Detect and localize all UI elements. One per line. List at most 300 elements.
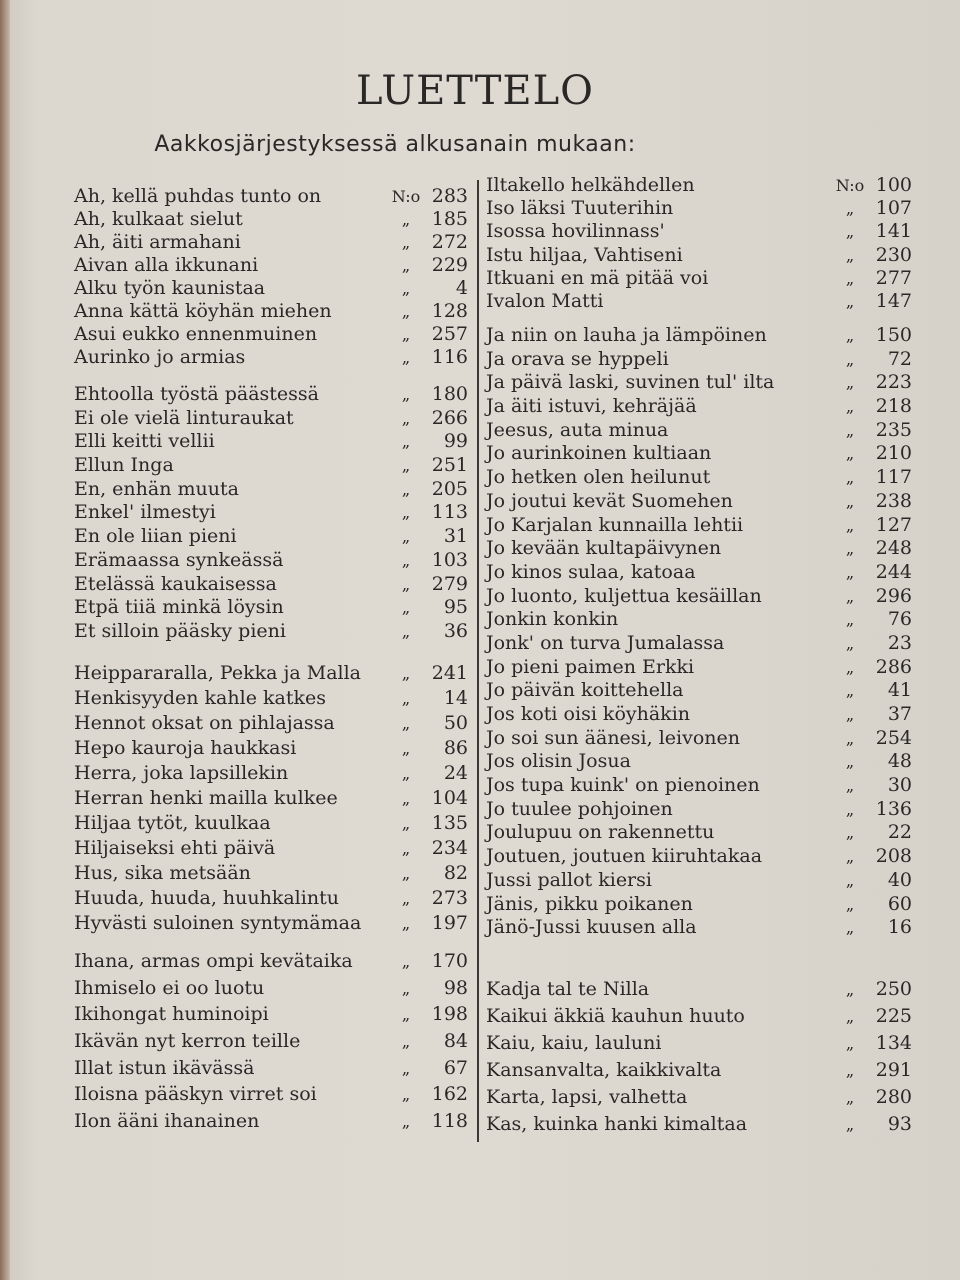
index-entry [74,501,468,525]
entry-title: Itkuani en mä pitää voi [486,266,709,289]
number-abbrev: „ [845,918,855,938]
song-number: 296 [875,584,912,607]
index-entry [74,837,468,862]
entry-title: Kadja tal te Nilla [486,978,650,1000]
song-number: 135 [431,812,468,834]
number-abbrev: „ [845,245,855,265]
entry-title: Jo hetken olen heilunut [486,466,711,489]
song-number: 104 [431,787,468,809]
song-number: 170 [431,950,468,972]
number-abbrev: „ [845,823,855,843]
number-abbrev: „ [845,539,855,559]
index-entry [74,525,468,549]
song-number: 60 [887,892,912,915]
song-number: 41 [887,679,912,702]
index-entry [486,1059,912,1086]
number-abbrev: „ [401,839,411,858]
index-entry [486,220,912,243]
index-entry [74,478,468,502]
number-abbrev: „ [401,889,411,908]
index-entry [486,442,912,466]
index-entry [74,231,468,254]
song-number: 248 [875,537,912,560]
index-entry [74,862,468,887]
entry-title: Ja orava se hyppeli [486,347,669,370]
index-entry [486,585,912,609]
number-abbrev: „ [401,432,411,452]
entry-title: Aivan alla ikkunani [74,254,259,276]
song-number: 180 [431,383,468,405]
entry-title: Karta, lapsi, valhetta [486,1086,688,1108]
number-abbrev: „ [845,776,855,796]
number-abbrev: „ [401,385,411,404]
number-abbrev: „ [845,586,855,606]
number-abbrev: „ [401,914,411,933]
song-number: 286 [875,655,912,678]
entry-title: Joulupuu on rakennettu [486,821,715,844]
number-abbrev: „ [845,562,855,582]
number-abbrev: „ [401,978,411,998]
song-number: 30 [887,774,912,797]
entry-title: Jo pieni paimen Erkki [486,655,695,678]
index-entry [74,950,468,977]
number-abbrev: „ [401,714,411,733]
song-number: 210 [875,442,912,465]
entry-title: Ilon ääni ihanainen [74,1110,260,1133]
song-number: 229 [431,254,468,276]
number-abbrev: „ [401,664,411,683]
entry-title: Ja niin on lauha ja lämpöinen [486,324,767,346]
entry-title: Iloisna pääskyn virret soi [74,1083,317,1106]
index-entry [74,254,468,277]
song-number: 235 [875,418,912,441]
song-number: 150 [875,324,912,346]
number-abbrev: „ [845,1007,855,1026]
column-divider [477,180,479,1142]
index-entry [74,620,468,644]
index-entry [74,737,468,762]
entry-title: Enkel' ilmestyi [74,501,216,524]
number-abbrev: „ [401,952,411,971]
index-entry [74,812,468,837]
entry-title: Jeesus, auta minua [486,418,669,441]
index-entry [74,383,468,407]
song-number: 48 [887,750,912,773]
entry-title: Hennot oksat on pihlajassa [74,712,335,734]
entry-title: Jos olisin Josua [486,750,631,773]
song-number: 116 [431,346,468,368]
song-number: 16 [887,916,912,939]
entry-title: Jo päivän koittehella [486,679,684,702]
entry-title: Ah, äiti armahani [74,231,241,253]
entry-title: Ellun Inga [74,454,174,477]
song-number: 67 [443,1056,468,1079]
song-number: 40 [887,868,912,891]
song-number: 141 [875,220,912,243]
song-number: 234 [431,837,468,859]
song-number: 244 [875,560,912,583]
number-abbrev: „ [845,610,855,630]
entry-title: Jos koti oisi köyhäkin [486,703,691,725]
entry-title: Alku työn kaunistaa [74,277,266,299]
index-entry [486,893,912,917]
number-abbrev: „ [845,894,855,914]
number-abbrev: „ [845,373,855,393]
number-abbrev: „ [845,847,855,867]
song-number: 118 [431,1110,468,1133]
song-number: 225 [875,1005,912,1027]
number-abbrev: „ [401,479,411,499]
index-entry [74,1057,468,1084]
number-abbrev: „ [401,1032,411,1052]
number-abbrev: „ [401,256,411,275]
song-number: 277 [875,266,912,289]
entry-title: Jo Karjalan kunnailla lehtii [486,513,744,536]
song-number: 230 [875,243,912,266]
index-entry [486,750,912,774]
index-entry [74,1110,468,1137]
number-abbrev: „ [845,397,855,417]
index-entry [486,703,912,727]
entry-title: Ei ole vielä linturaukat [74,406,294,429]
song-number: 99 [443,430,468,453]
number-abbrev: „ [845,468,855,488]
entry-title: Iso läksi Tuuterihin [486,197,674,220]
entry-title: Ikihongat huminoipi [74,1003,269,1026]
song-number: 147 [875,289,912,312]
entry-title: Ah, kulkaat sielut [74,208,243,230]
entry-title: Jänis, pikku poikanen [486,892,693,915]
index-entry [74,430,468,454]
page-subtitle: Aakkosjärjestyksessä alkusanain mukaan: [154,132,636,157]
index-group [74,950,468,1137]
index-entry [74,887,468,912]
number-abbrev: „ [401,279,411,298]
entry-title: Herran henki mailla kulkee [74,787,338,809]
entry-title: Hyvästi suloinen syntymämaa [74,912,362,934]
song-number: 128 [431,300,468,322]
song-number: 117 [875,466,912,489]
number-abbrev: „ [401,574,411,594]
song-number: 24 [443,762,468,784]
entry-title: Kaiu, kaiu, lauluni [486,1032,662,1054]
number-abbrev: „ [845,633,855,653]
song-number: 254 [875,726,912,749]
entry-title: Jo tuulee pohjoinen [486,797,673,820]
song-number: 84 [443,1030,468,1053]
index-entry [486,395,912,419]
entry-title: Jo kevään kultapäivynen [486,537,722,560]
number-abbrev: „ [845,980,855,999]
number-abbrev: „ [845,515,855,535]
song-number: 23 [887,631,912,654]
index-group [74,383,468,644]
index-entry [486,466,912,490]
entry-title: Erämaassa synkeässä [74,548,284,571]
index-entry [486,324,912,348]
entry-title: Et silloin pääsky pieni [74,619,286,642]
index-entry [486,679,912,703]
song-number: 238 [875,489,912,512]
index-group [486,978,912,1140]
song-number: 136 [875,797,912,820]
index-entry [74,712,468,737]
entry-title: En, enhän muuta [74,477,239,500]
song-number: 31 [443,525,468,548]
number-abbrev: „ [401,302,411,321]
index-entry [74,596,468,620]
number-abbrev: „ [401,527,411,547]
entry-title: Jo joutui kevät Suomehen [486,489,733,512]
number-abbrev: N:o [835,176,865,195]
number-abbrev: „ [401,550,411,570]
entry-title: Illat istun ikävässä [74,1056,255,1079]
song-number: 291 [875,1059,912,1081]
number-abbrev: „ [401,233,411,252]
index-entry [486,267,912,290]
index-entry [74,1003,468,1030]
number-abbrev: „ [401,598,411,618]
number-abbrev: „ [401,325,411,344]
entry-title: Ihmiselo ei oo luotu [74,976,265,999]
number-abbrev: „ [401,764,411,783]
entry-title: Ja päivä laski, suvinen tul' ilta [486,371,775,394]
index-entry [486,1113,912,1140]
index-entry [486,978,912,1005]
song-number: 197 [431,912,468,934]
entry-title: Joutuen, joutuen kiiruhtakaa [486,845,763,868]
entry-title: Ikävän nyt kerron teille [74,1030,301,1053]
index-entry [486,1005,912,1032]
number-abbrev: „ [401,689,411,708]
index-entry [486,371,912,395]
number-abbrev: „ [845,728,855,748]
entry-title: Ihana, armas ompi kevätaika [74,950,353,972]
index-entry [74,300,468,323]
number-abbrev: „ [845,326,855,345]
index-entry [74,977,468,1004]
song-number: 22 [887,821,912,844]
number-abbrev: „ [845,752,855,772]
number-abbrev: N:o [391,187,421,206]
entry-title: Hiljaa tytöt, kuulkaa [74,812,271,834]
entry-title: Isossa hovilinnass' [486,220,665,243]
entry-title: Ehtoolla työstä päästessä [74,383,319,405]
index-entry [74,662,468,687]
number-abbrev: „ [401,864,411,883]
number-abbrev: „ [845,1115,855,1134]
index-entry [486,608,912,632]
index-entry [74,787,468,812]
entry-title: Ah, kellä puhdas tunto on [74,185,322,207]
number-abbrev: „ [845,1088,855,1107]
song-number: 279 [431,572,468,595]
entry-title: Ivalon Matti [486,289,604,312]
number-abbrev: „ [845,681,855,701]
number-abbrev: „ [401,456,411,476]
entry-title: Heippararalla, Pekka ja Malla [74,662,362,684]
index-entry [74,346,468,369]
number-abbrev: „ [845,444,855,464]
song-number: 134 [875,1032,912,1054]
number-abbrev: „ [845,870,855,890]
index-entry [74,762,468,787]
song-number: 127 [875,513,912,536]
index-entry [486,174,912,197]
number-abbrev: „ [845,349,855,369]
index-entry [74,1083,468,1110]
number-abbrev: „ [845,268,855,288]
entry-title: En ole liian pieni [74,525,237,548]
song-number: 273 [431,887,468,909]
number-abbrev: „ [845,657,855,677]
entry-title: Jo kinos sulaa, katoaa [486,560,696,583]
song-number: 205 [431,477,468,500]
index-entry [486,1032,912,1059]
entry-title: Anna kättä köyhän miehen [74,300,332,322]
entry-title: Asui eukko ennenmuinen [74,323,318,345]
song-number: 103 [431,548,468,571]
number-abbrev: „ [401,814,411,833]
index-entry [486,561,912,585]
number-abbrev: „ [401,408,411,428]
entry-title: Hepo kauroja haukkasi [74,737,297,759]
entry-title: Aurinko jo armias [74,346,246,368]
song-number: 198 [431,1003,468,1026]
index-group [486,324,912,940]
song-number: 98 [443,976,468,999]
index-entry [486,290,912,313]
song-number: 283 [431,185,468,207]
entry-title: Elli keitti vellii [74,430,215,453]
song-number: 223 [875,371,912,394]
number-abbrev: „ [401,1058,411,1078]
index-group [486,174,912,313]
index-entry [486,514,912,538]
song-number: 37 [887,703,912,725]
song-number: 82 [443,862,468,884]
number-abbrev: „ [401,789,411,808]
song-number: 36 [443,619,468,642]
index-entry [74,407,468,431]
number-abbrev: „ [401,621,411,641]
song-number: 107 [875,197,912,220]
entry-title: Huuda, huuda, huuhkalintu [74,887,339,909]
entry-title: Ja äiti istuvi, kehräjää [486,395,697,418]
song-number: 93 [887,1113,912,1135]
index-entry [486,798,912,822]
number-abbrev: „ [401,503,411,523]
index-entry [486,419,912,443]
entry-title: Kansanvalta, kaikkivalta [486,1059,722,1081]
index-entry [74,573,468,597]
book-spine-edge [0,0,10,1280]
index-entry [74,687,468,712]
entry-title: Herra, joka lapsillekin [74,762,289,784]
song-number: 241 [431,662,468,684]
number-abbrev: „ [845,1034,855,1053]
number-abbrev: „ [401,1005,411,1025]
index-entry [74,277,468,300]
index-entry [74,912,468,937]
song-number: 113 [431,501,468,524]
index-entry [486,1086,912,1113]
number-abbrev: „ [845,199,855,219]
song-number: 257 [431,323,468,345]
song-number: 218 [875,395,912,418]
index-entry [486,869,912,893]
song-number: 251 [431,454,468,477]
index-entry [74,454,468,478]
page-title: LUETTELO [356,68,594,114]
entry-title: Iltakello helkähdellen [486,174,695,196]
entry-title: Jonkin konkin [486,608,619,631]
entry-title: Istu hiljaa, Vahtiseni [486,243,683,266]
number-abbrev: „ [401,739,411,758]
song-number: 250 [875,978,912,1000]
song-number: 280 [875,1086,912,1108]
song-number: 100 [875,174,912,196]
song-number: 4 [455,277,468,299]
song-number: 86 [443,737,468,759]
entry-title: Jänö-Jussi kuusen alla [486,916,697,939]
index-entry [486,244,912,267]
index-entry [74,549,468,573]
song-number: 162 [431,1083,468,1106]
entry-title: Jos tupa kuink' on pienoinen [486,774,760,797]
index-entry [486,197,912,220]
index-entry [486,537,912,561]
song-number: 76 [887,608,912,631]
index-entry [486,845,912,869]
entry-title: Jussi pallot kiersi [486,868,652,891]
index-entry [486,632,912,656]
number-abbrev: „ [845,1061,855,1080]
number-abbrev: „ [401,1112,411,1132]
entry-title: Hus, sika metsään [74,862,251,884]
index-entry [486,727,912,751]
index-entry [486,656,912,680]
number-abbrev: „ [845,420,855,440]
entry-title: Jo luonto, kuljettua kesäillan [486,584,762,607]
number-abbrev: „ [845,222,855,242]
index-entry [74,208,468,231]
index-entry [74,323,468,346]
index-entry [74,185,468,208]
entry-title: Henkisyyden kahle katkes [74,687,326,709]
entry-title: Etelässä kaukaisessa [74,572,277,595]
entry-title: Kaikui äkkiä kauhun huuto [486,1005,745,1027]
entry-title: Jo soi sun äänesi, leivonen [486,726,740,749]
entry-title: Etpä tiiä minkä löysin [74,596,284,619]
number-abbrev: „ [401,1085,411,1105]
entry-title: Hiljaiseksi ehti päivä [74,837,276,859]
index-entry [74,1030,468,1057]
index-entry [486,490,912,514]
index-entry [486,348,912,372]
number-abbrev: „ [845,291,855,311]
entry-title: Kas, kuinka hanki kimaltaa [486,1113,748,1135]
entry-title: Jonk' on turva Jumalassa [486,631,725,654]
number-abbrev: „ [845,491,855,511]
song-number: 266 [431,406,468,429]
song-number: 185 [431,208,468,230]
index-entry [486,774,912,798]
song-number: 95 [443,596,468,619]
song-number: 272 [431,231,468,253]
song-number: 208 [875,845,912,868]
song-number: 14 [443,687,468,709]
